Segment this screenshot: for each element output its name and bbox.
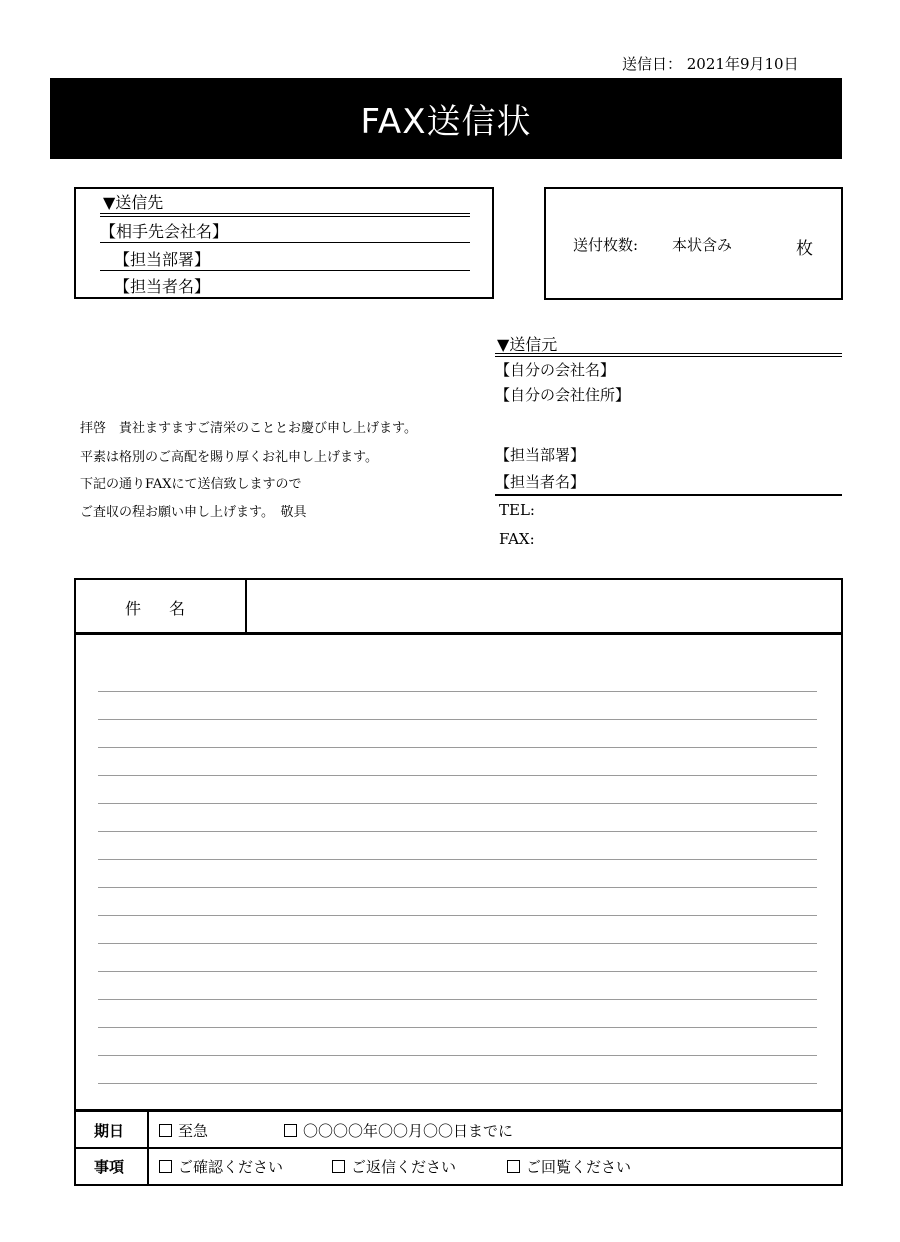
ruled-line — [98, 915, 817, 916]
sender-company-field[interactable]: 【自分の会社名】 — [495, 361, 616, 379]
subject-input[interactable] — [250, 584, 838, 630]
divider — [245, 578, 247, 634]
sender-address-field[interactable]: 【自分の会社住所】 — [495, 386, 631, 404]
destination-heading: ▼送信先 — [103, 193, 164, 212]
urgent-label: 至急 — [178, 1122, 209, 1140]
confirm-checkbox[interactable] — [159, 1156, 283, 1177]
ruled-line — [98, 747, 817, 748]
ruled-line — [98, 1083, 817, 1084]
deadline-date-checkbox[interactable] — [284, 1120, 513, 1141]
checkbox-icon — [159, 1160, 172, 1173]
ruled-line — [98, 1055, 817, 1056]
reply-label: ご返信ください — [351, 1158, 457, 1176]
ruled-line — [98, 719, 817, 720]
pages-unit: 枚 — [796, 239, 813, 259]
send-date: 送信日： 2021年9月10日 — [622, 55, 799, 73]
pages-label: 送付枚数: — [573, 236, 639, 254]
greeting-line: 下記の通りFAXにて送信致しますので — [80, 477, 302, 492]
checkbox-icon — [332, 1160, 345, 1173]
ruled-line — [98, 971, 817, 972]
divider — [74, 632, 843, 635]
destination-person-field[interactable]: 【担当者名】 — [114, 277, 211, 296]
greeting-line: 拝啓 貴社ますますご清栄のこととお慶び申し上げます。 — [80, 421, 417, 436]
divider — [147, 1110, 149, 1185]
greeting-line: 平素は格別のご高配を賜り厚くお礼申し上げます。 — [80, 450, 378, 465]
divider — [495, 353, 842, 354]
sender-person-field[interactable]: 【担当者名】 — [495, 473, 586, 491]
divider — [100, 270, 470, 271]
subject-label: 件名 — [125, 599, 214, 618]
notes-label: 事項 — [94, 1158, 125, 1176]
page-title: FAX送信状 — [50, 78, 842, 159]
ruled-line — [98, 803, 817, 804]
confirm-label: ご確認ください — [178, 1158, 284, 1176]
ruled-line — [98, 775, 817, 776]
checkbox-icon — [507, 1160, 520, 1173]
reply-checkbox[interactable] — [332, 1156, 456, 1177]
ruled-line — [98, 691, 817, 692]
ruled-line — [98, 831, 817, 832]
divider — [74, 1109, 843, 1112]
deadline-date-label: 〇〇〇〇年〇〇月〇〇日までに — [303, 1122, 514, 1140]
sender-department-field[interactable]: 【担当部署】 — [495, 446, 586, 464]
destination-department-field[interactable]: 【担当部署】 — [114, 250, 211, 269]
greeting-line: ご査収の程お願い申し上げます。 敬具 — [80, 505, 307, 520]
destination-company-field[interactable]: 【相手先会社名】 — [100, 222, 229, 241]
checkbox-icon — [284, 1124, 297, 1137]
sender-heading: ▼送信元 — [497, 335, 558, 354]
circulate-label: ご回覧ください — [526, 1158, 632, 1176]
divider — [100, 213, 470, 214]
ruled-line — [98, 859, 817, 860]
divider — [100, 242, 470, 243]
divider — [74, 1147, 843, 1149]
pages-include-label: 本状含み — [672, 236, 733, 254]
deadline-label: 期日 — [94, 1122, 125, 1140]
divider — [495, 356, 842, 357]
message-box — [74, 578, 843, 1186]
sender-tel-field[interactable]: TEL: — [499, 501, 535, 519]
ruled-line — [98, 999, 817, 1000]
ruled-line — [98, 943, 817, 944]
urgent-checkbox[interactable] — [159, 1120, 208, 1141]
ruled-line — [98, 1027, 817, 1028]
divider — [100, 216, 470, 217]
sender-fax-field[interactable]: FAX: — [499, 530, 535, 548]
divider — [495, 494, 842, 496]
checkbox-icon — [159, 1124, 172, 1137]
ruled-line — [98, 887, 817, 888]
circulate-checkbox[interactable] — [507, 1156, 631, 1177]
